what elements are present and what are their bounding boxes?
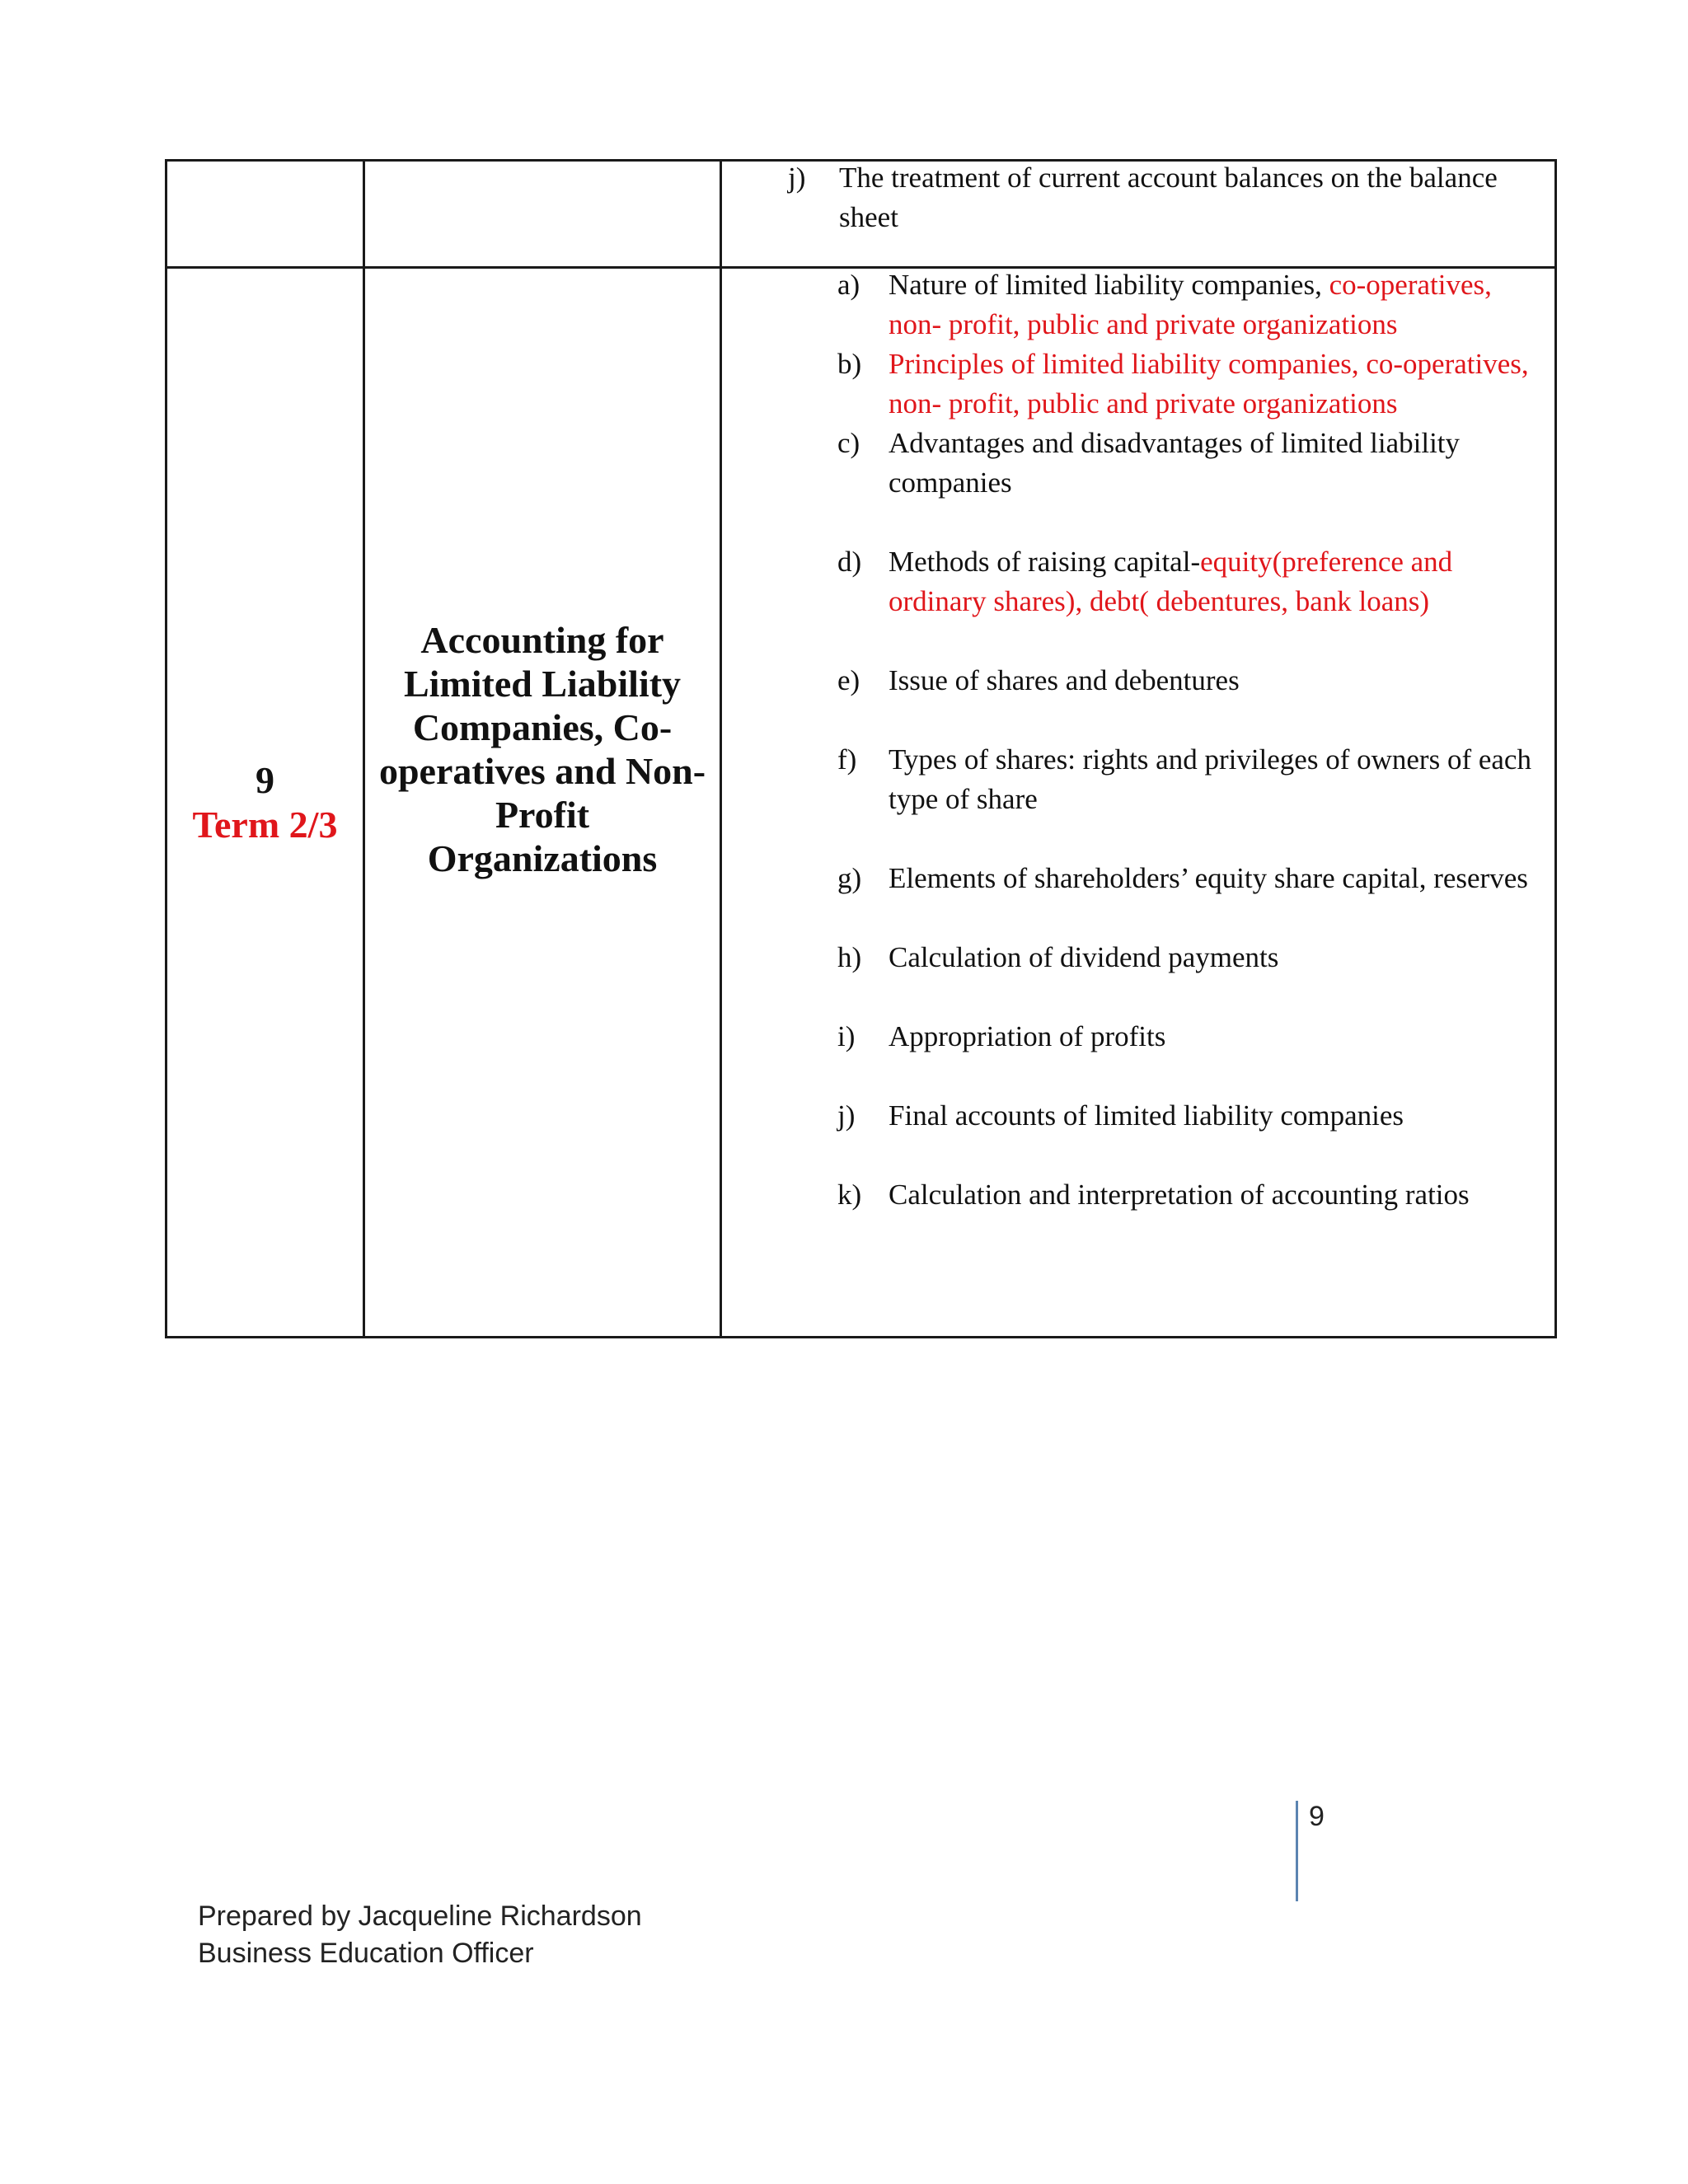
week-number: 9 (256, 758, 274, 801)
content-list (722, 265, 1554, 1215)
item-label: j) (788, 162, 806, 194)
list-item (837, 938, 1554, 977)
item-text-red: Principles of limited liability companies, co-operatives, non- profit, public and private organizations (889, 348, 1529, 419)
item-label: a) (837, 269, 860, 301)
table-row (166, 161, 1556, 268)
item-text (889, 265, 1554, 344)
list-item (837, 740, 1554, 819)
item-text: The treatment of current account balances on the balance sheet (839, 162, 1498, 233)
topic-cell (364, 268, 721, 1338)
spacer (837, 701, 1554, 740)
curriculum-table (165, 159, 1557, 1338)
list-item (788, 158, 1554, 237)
content-list (722, 158, 1554, 237)
page-number-rule (1296, 1801, 1298, 1901)
item-text (889, 1175, 1554, 1215)
item-text-black: Types of shares: rights and privileges of owners of each type of share (889, 743, 1531, 815)
item-label: d) (837, 546, 862, 578)
list-item (837, 344, 1554, 424)
week-cell-empty (166, 161, 364, 268)
spacer (837, 977, 1554, 1017)
item-text-black: Advantages and disadvantages of limited liability companies (889, 427, 1461, 499)
item-text-black: Issue of shares and debentures (889, 664, 1240, 696)
item-label: h) (837, 941, 862, 973)
content-cell (721, 161, 1556, 268)
item-text-black: Nature of limited liability companies, (889, 269, 1329, 301)
footer (198, 1898, 642, 1972)
topic-cell-empty (364, 161, 721, 268)
item-text (889, 740, 1554, 819)
item-text (889, 1096, 1554, 1136)
footer-role: Business Education Officer (198, 1938, 534, 1969)
list-item (837, 661, 1554, 701)
item-text-black: Final accounts of limited liability companies (889, 1099, 1404, 1132)
week-cell (166, 268, 364, 1338)
list-item (837, 265, 1554, 344)
item-text-black: Calculation of dividend payments (889, 941, 1279, 973)
item-label: j) (837, 1099, 856, 1132)
item-text (889, 661, 1554, 701)
item-text (889, 542, 1554, 621)
spacer (837, 1057, 1554, 1096)
term-label: Term 2/3 (192, 803, 338, 846)
list-item (837, 424, 1554, 503)
table-row (166, 268, 1556, 1338)
footer-author: Prepared by Jacqueline Richardson (198, 1900, 642, 1932)
item-label: b) (837, 348, 862, 380)
list-item (837, 1096, 1554, 1136)
item-text (889, 938, 1554, 977)
item-text-black: Methods of raising capital- (889, 546, 1201, 578)
item-label: i) (837, 1020, 856, 1052)
item-label: k) (837, 1179, 862, 1211)
item-text (889, 859, 1554, 898)
item-text-black: Elements of shareholders’ equity share capital, reserves (889, 862, 1528, 894)
item-label: f) (837, 743, 857, 776)
topic-title: Accounting for Limited Liability Companies, Co-operatives and Non- Profit Organizations (378, 618, 706, 879)
item-text (889, 344, 1554, 424)
item-label: e) (837, 664, 860, 696)
list-item (837, 859, 1554, 898)
item-text-black: Appropriation of profits (889, 1020, 1166, 1052)
item-label: g) (837, 862, 862, 894)
item-label: c) (837, 427, 860, 459)
item-text-red: co-operatives, non- profit, public and private organizations (889, 269, 1492, 340)
content-cell (721, 268, 1556, 1338)
item-text (889, 424, 1554, 503)
item-text-black: Calculation and interpretation of accounting ratios (889, 1179, 1470, 1211)
spacer (837, 1136, 1554, 1175)
list-item (837, 1175, 1554, 1215)
list-item (837, 1017, 1554, 1057)
list-item (837, 542, 1554, 621)
item-text-red: equity(preference and ordinary shares), debt( debentures, bank loans) (889, 546, 1453, 617)
spacer (837, 621, 1554, 661)
spacer (837, 819, 1554, 859)
spacer (837, 898, 1554, 938)
spacer (837, 503, 1554, 542)
page-number: 9 (1309, 1801, 1325, 1832)
item-text (889, 1017, 1554, 1057)
